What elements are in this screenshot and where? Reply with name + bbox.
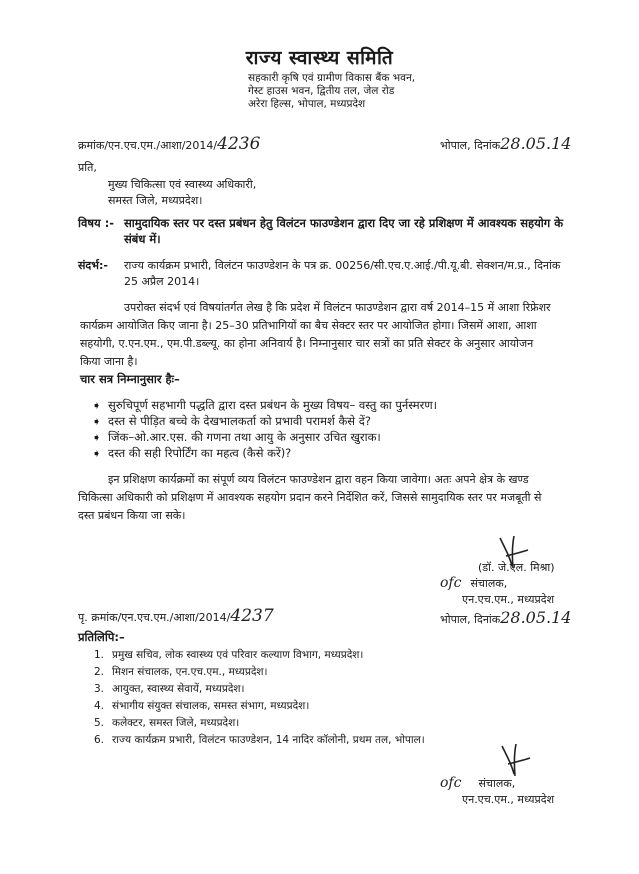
session-item xyxy=(92,446,291,461)
copy-list-item xyxy=(84,648,363,662)
endorsement-number-handwritten: 4237 xyxy=(230,606,274,626)
copy-number: 5. xyxy=(93,717,104,729)
copy-number: 3. xyxy=(93,683,104,695)
reference-line-1: राज्य कार्यक्रम प्रभारी, विलंटन फाउण्डेशन के पत्र क्र. 00256/सी.एच.ए.आई./पी.यू.बी. सेक्शन/म.प्र., दिनांक xyxy=(124,259,561,272)
copy-text: संभागीय संयुक्त संचालक, समस्त संभाग, मध्यप्रदेश। xyxy=(112,700,310,712)
copy-label: प्रतिलिपि:– xyxy=(78,630,125,644)
endorsement-number-prefix: पृ. क्रमांक/एन.एच.एम./आशा/2014/ xyxy=(78,611,231,624)
session-text: दस्त से पीड़ित बच्चे के देखभालकर्ता को प्रभावी परामर्श कैसे दें? xyxy=(108,414,371,428)
arrow-bullet-icon: ➧ xyxy=(92,447,102,460)
to-line-2: समस्त जिले, मध्यप्रदेश। xyxy=(108,194,203,207)
body-para1-line-3: सहयोगी, ए.एन.एम., एम.पी.डब्ल्यू. का होना अनिवार्य है। निम्नानुसार चार सत्रों का प्रति सेक्टर के अनुसार आयोजन xyxy=(80,337,534,350)
endorsement-date-handwritten: 28.05.14 xyxy=(500,608,572,627)
signatory-org: एन.एच.एम., मध्यप्रदेश xyxy=(462,593,555,606)
subject-line-1: सामुदायिक स्तर पर दस्त प्रबंधन हेतु विलंटन फाउण्डेशन द्वारा दिए जा रहे प्रशिक्षण में आवश्यक सहयोग के xyxy=(124,216,564,230)
copy-list-item xyxy=(84,716,239,730)
copy-text: मिशन संचालक, एन.एच.एम., मध्यप्रदेश। xyxy=(112,666,268,678)
signatory-title: संचालक, xyxy=(470,577,508,590)
copy-number: 1. xyxy=(93,649,104,661)
arrow-bullet-icon: ➧ xyxy=(92,431,102,444)
session-text: दस्त की सही रिपोर्टिंग का महत्व (कैसे करें)? xyxy=(108,446,292,460)
date-handwritten: 28.05.14 xyxy=(500,134,572,153)
copy-number: 4. xyxy=(93,700,104,712)
address-line-3: अरेरा हिल्स, भोपाल, मध्यप्रदेश xyxy=(248,98,366,110)
body-para1-line-4: किया जाना है। xyxy=(80,355,138,368)
to-label: प्रति, xyxy=(78,161,97,174)
reference-line-2: 25 अप्रैल 2014। xyxy=(124,275,200,288)
copy-text: प्रमुख सचिव, लोक स्वास्थ्य एवं परिवार कल्याण विभाग, मध्यप्रदेश। xyxy=(112,649,364,661)
endorsement-signatory-initials: ofc xyxy=(440,775,462,791)
endorsement-signatory-block xyxy=(440,772,515,791)
copy-text: कलेक्टर, समस्त जिले, मध्यप्रदेश। xyxy=(112,717,240,729)
session-item xyxy=(92,430,381,445)
body-para2-line-1: इन प्रशिक्षण कार्यक्रमों का संपूर्ण व्यय विलंटन फाउण्डेशन द्वारा वहन किया जावेगा। अतः अपने क्षेत्र के खण्ड xyxy=(108,473,529,486)
letter-number-prefix: क्रमांक/एन.एच.एम./आशा/2014/ xyxy=(78,139,218,152)
endorsement-date-label: भोपाल, दिनांक xyxy=(440,613,501,626)
signatory-initials: ofc xyxy=(440,575,462,591)
copy-number: 2. xyxy=(93,666,104,678)
body-para2-line-2: चिकित्सा अधिकारी को प्रशिक्षण में आवश्यक सहयोग प्रदान करने निर्देशित करें, जिससे सामुदायिक स्तर पर मजबूती से xyxy=(78,491,542,504)
arrow-bullet-icon: ➧ xyxy=(92,415,102,428)
reference-label: संदर्भ:- xyxy=(78,259,108,272)
session-text: सुरुचिपूर्ण सहभागी पद्धति द्वारा दस्त प्रबंधन के मुख्य विषय– वस्तु का पुर्नस्मरण। xyxy=(108,398,438,412)
letter-number xyxy=(78,134,260,154)
copy-text: राज्य कार्यक्रम प्रभारी, विलंटन फाउण्डेशन, 14 नादिर कॉलोनी, प्रथम तल, भोपाल। xyxy=(112,734,425,746)
body-para1-line-1: उपरोक्त संदर्भ एवं विषयांतर्गत लेख है कि प्रदेश में विलंटन फाउण्डेशन द्वारा वर्ष 2014–15 में आशा रिफ्रेशर xyxy=(124,301,551,314)
to-line-1: मुख्य चिकित्सा एवं स्वास्थ्य अधिकारी, xyxy=(108,178,257,191)
copy-list-item xyxy=(84,699,309,713)
copy-text: आयुक्त, स्वास्थ्य सेवायें, मध्यप्रदेश। xyxy=(112,683,245,695)
address-line-2: गेस्ट हाउस भवन, द्वितीय तल, जेल रोड xyxy=(248,85,395,97)
copy-list-item xyxy=(84,665,268,679)
address-line-1: सहकारी कृषि एवं ग्रामीण विकास बैंक भवन, xyxy=(248,72,416,84)
sessions-heading: चार सत्र निम्नानुसार हैः– xyxy=(80,372,180,386)
copy-list-item xyxy=(84,682,245,696)
letter-place-date xyxy=(440,134,571,153)
signatory-name: (डॉ. जे.एल. मिश्रा) xyxy=(478,561,555,574)
session-text: जिंक–ओ.आर.एस. की गणना तथा आयु के अनुसार उचित खुराक। xyxy=(108,430,381,444)
body-para2-line-3: दस्त प्रबंधन किया जा सके। xyxy=(78,509,186,522)
endorsement-number xyxy=(78,606,274,626)
copy-number: 6. xyxy=(93,734,104,746)
endorsement-signatory-title: संचालक, xyxy=(478,777,516,790)
organization-title: राज्य स्वास्थ्य समिति xyxy=(245,47,394,69)
session-item xyxy=(92,398,437,413)
letter-number-handwritten: 4236 xyxy=(217,134,261,154)
endorsement-signatory-org: एन.एच.एम., मध्यप्रदेश xyxy=(462,793,555,806)
subject-label: विषय :- xyxy=(78,216,115,230)
body-para1-line-2: कार्यक्रम आयोजित किए जाना है। 25–30 प्रतिभागियों का बैच सेक्टर स्तर पर आयोजित होगा। जिसमें आशा, आशा xyxy=(80,319,537,332)
date-label: भोपाल, दिनांक xyxy=(440,139,501,152)
subject-line-2: संबंध में। xyxy=(124,232,161,246)
endorsement-place-date xyxy=(440,608,571,627)
session-item xyxy=(92,414,371,429)
signatory-block xyxy=(440,572,507,591)
copy-list-item xyxy=(84,733,425,747)
arrow-bullet-icon: ➧ xyxy=(92,399,102,412)
